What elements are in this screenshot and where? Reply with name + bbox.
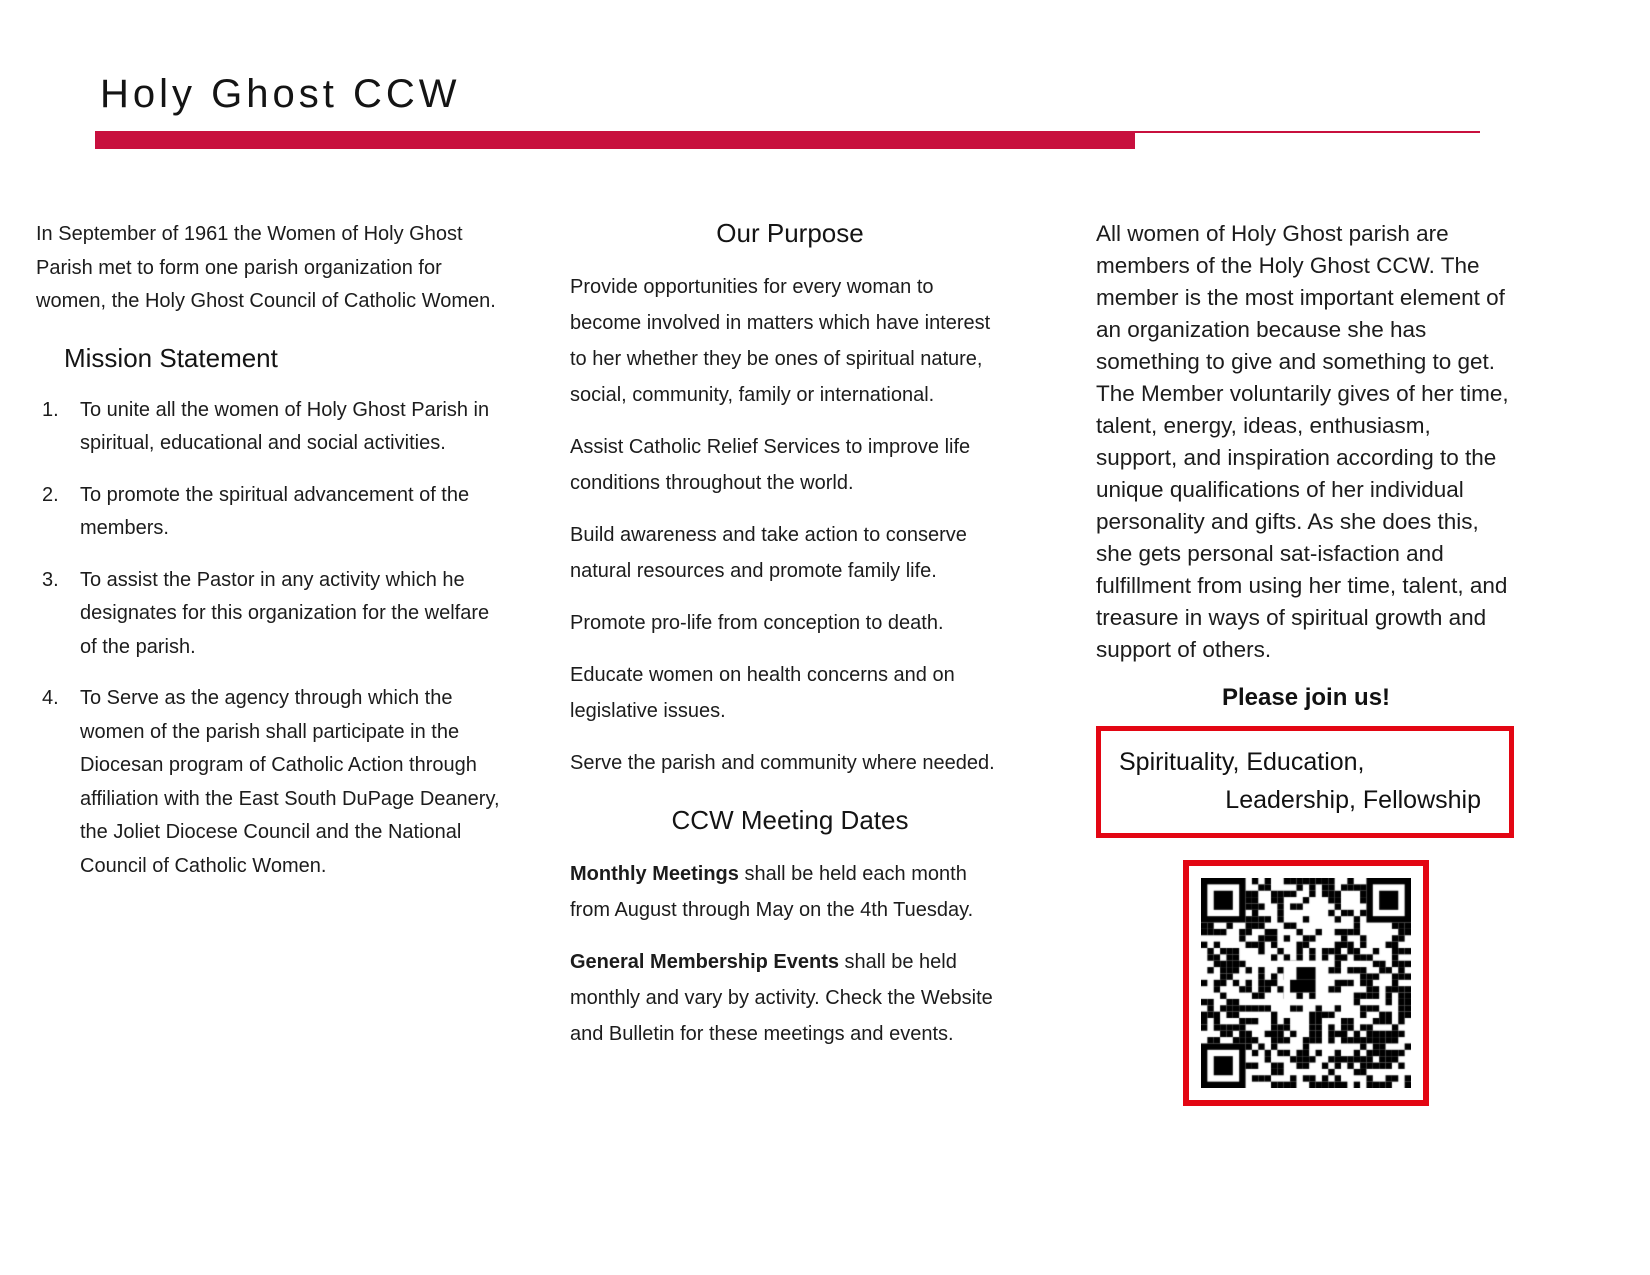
meeting-general-label: General Membership Events (570, 951, 839, 973)
our-purpose-heading: Our Purpose (716, 218, 864, 248)
column-middle (570, 218, 1010, 1068)
list-item: To unite all the women of Holy Ghost Parish in spiritual, educational and social activities. (80, 398, 490, 454)
purpose-paragraph: Provide opportunities for every woman to become involved in matters which have interest to her whether they be ones of spiritual nature, social, community, family or international. (570, 276, 991, 406)
purpose-paragraph: Assist Catholic Relief Services to improve life conditions throughout the world. (570, 436, 971, 494)
intro-paragraph: In September of 1961 the Women of Holy Ghost Parish met to form one parish organization for women, the Holy Ghost Council of Catholic Women. (36, 223, 496, 312)
column-left (36, 218, 506, 901)
list-item: To promote the spiritual advancement of the members. (80, 483, 470, 539)
purpose-paragraph: Build awareness and take action to conserve natural resources and promote family life. (570, 524, 967, 582)
document-header (0, 0, 1650, 165)
purpose-paragraph: Educate women on health concerns and on legislative issues. (570, 664, 955, 722)
slogan-box (1096, 726, 1514, 838)
purpose-paragraph: Promote pro-life from conception to death. (570, 612, 944, 634)
meeting-monthly-label: Monthly Meetings (570, 863, 739, 885)
meeting-general (570, 944, 1010, 1052)
purpose-paragraph: Serve the parish and community where needed. (570, 752, 995, 774)
mission-statement-heading: Mission Statement (64, 342, 278, 373)
header-rule-thick (95, 133, 1135, 149)
list-item: To Serve as the agency through which the women of the parish shall participate in the Diocesan program of Catholic Action through affiliation with the East South DuPage Deanery, the Joliet Diocese Council and the National Council of Catholic Women. (80, 687, 500, 877)
slogan-line-1: Spirituality, Education, (1119, 748, 1365, 776)
meeting-dates-heading: CCW Meeting Dates (671, 805, 909, 835)
qr-code[interactable] (1183, 860, 1429, 1106)
mission-statement-list (36, 394, 506, 884)
membership-paragraph: All women of Holy Ghost parish are members of the Holy Ghost CCW. The member is the most important element of an organization because she has something to give and something to get. The Member voluntarily gives of her time, talent, energy, ideas, enthusiasm, support, and inspiration according to the unique qualifications of her individual personality and gifts. As she does this, she gets personal sat-isfaction and fulfillment from using her time, talent, and treasure in ways of spiritual growth and support of others. (1096, 221, 1509, 662)
qr-code-image (1201, 878, 1411, 1088)
join-us-callout: Please join us! (1221, 684, 1391, 711)
slogan-line-2: Leadership, Fellowship (1225, 786, 1481, 814)
meeting-monthly-text: shall be held each month from August through May on the 4th Tuesday. (570, 863, 974, 921)
list-item: To assist the Pastor in any activity which he designates for this organization for the welfare of the parish. (80, 568, 490, 658)
meeting-monthly (570, 856, 1010, 928)
column-right (1096, 218, 1516, 1106)
page-title: Holy Ghost CCW (100, 72, 461, 116)
meeting-general-text: shall be held monthly and vary by activity. Check the Website and Bulletin for these meetings and events. (570, 951, 993, 1045)
